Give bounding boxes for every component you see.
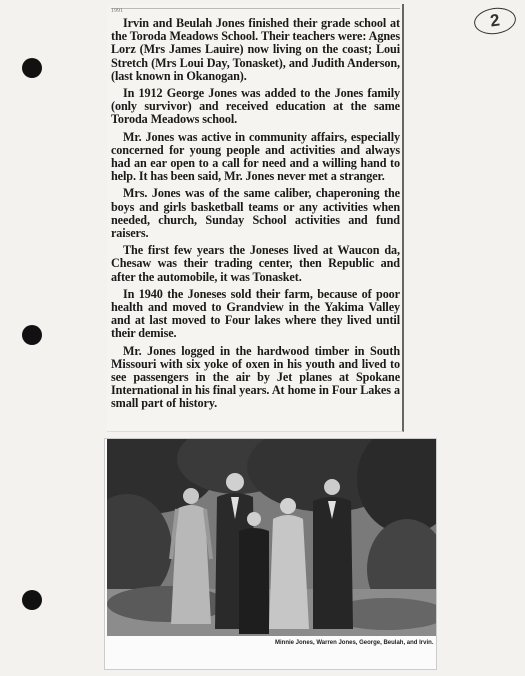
clipping-header: 1991 xyxy=(111,8,400,13)
binder-hole-middle xyxy=(22,325,42,345)
binder-hole-bottom xyxy=(22,590,42,610)
family-photo-image xyxy=(107,439,436,636)
paragraph-2: In 1912 George Jones was added to the Jones family (only survivor) and received education at the same Toroda Meadows school. xyxy=(111,86,400,127)
paragraph-4: Mrs. Jones was of the same caliber, chaperoning the boys and girls basketball teams or any activities when needed, church, Sunday School activities and fund raisers. xyxy=(111,186,400,241)
photo-caption: Minnie Jones, Warren Jones, George, Beulah, and Irvin. xyxy=(275,640,434,646)
newspaper-clipping xyxy=(107,4,404,432)
paragraph-7: Mr. Jones logged in the hardwood timber in South Missouri with six yoke of oxen in his youth and lived to see passengers in the air by Jet planes at Spokane International in his final years. At home in Four Lakes a small part of history. xyxy=(111,343,400,411)
paragraph-5: The first few years the Joneses lived at Waucon da, Chesaw was their trading center, then Republic and after the automobile, it was Tonasket. xyxy=(111,243,400,284)
paragraph-3: Mr. Jones was active in community affairs, especially concerned for young people and activities and always had an ear open to a call for need and a willing hand to help. It has been said, Mr. Jones never met a stranger. xyxy=(111,129,400,184)
paragraph-6: In 1940 the Joneses sold their farm, because of poor health and moved to Grandview in the Yakima Valley and at last moved to Four lakes where they lived until their demise. xyxy=(111,286,400,341)
binder-hole-top xyxy=(22,58,42,78)
family-photo xyxy=(107,439,436,636)
photo-print xyxy=(104,438,437,670)
page-number: 2 xyxy=(472,5,517,37)
paragraph-1: Irvin and Beulah Jones finished their grade school at the Toroda Meadows School. Their teachers were: Agnes Lorz (Mrs James Lauire) now living on the coast; Loui Stretch (Mrs Loui Day, Tonasket), and Judith Anderson, (last known in Okanogan). xyxy=(111,16,400,83)
